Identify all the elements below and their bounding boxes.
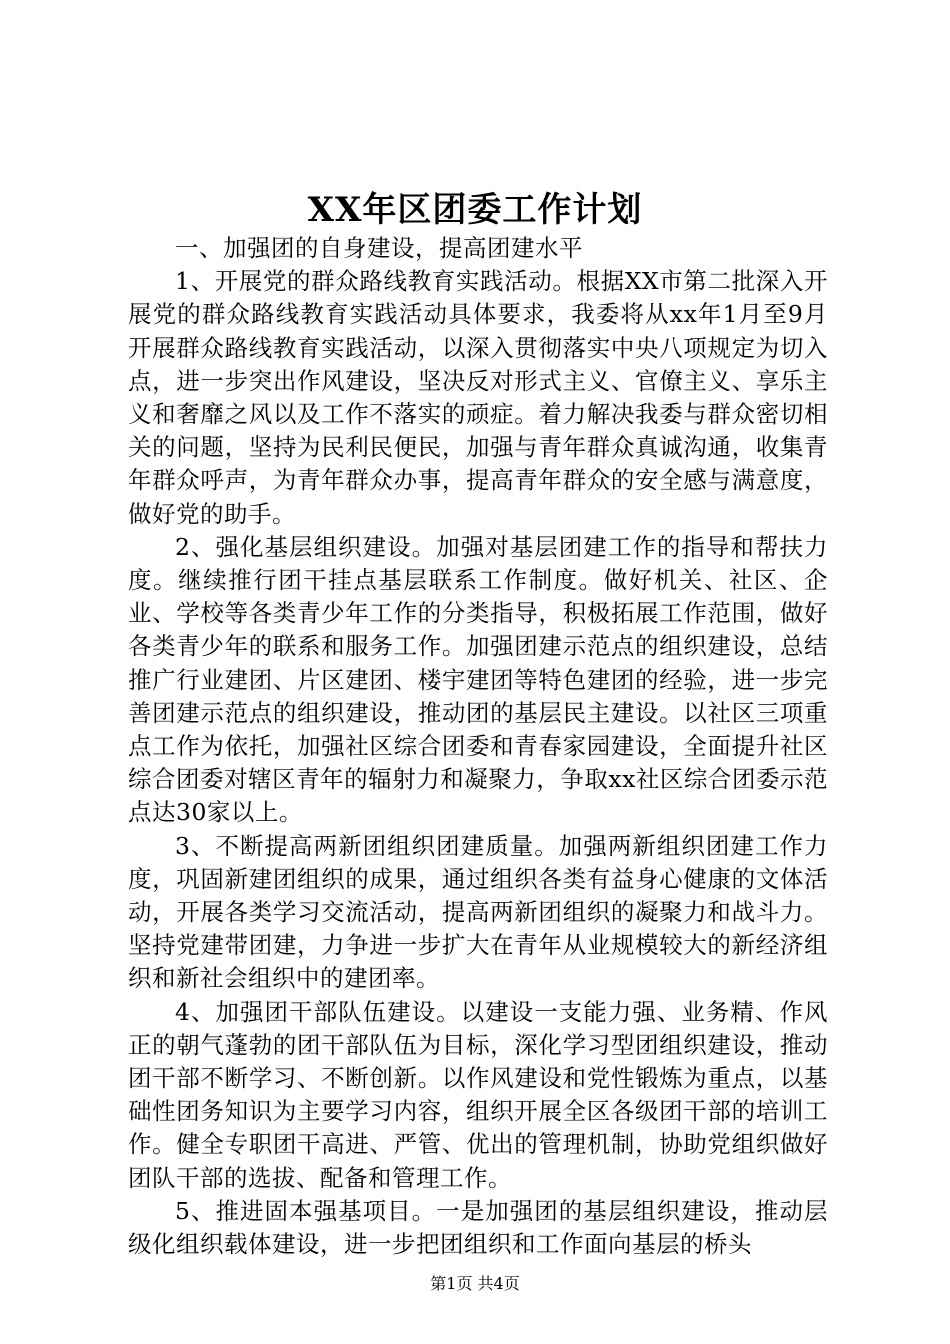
section-heading-1: 一、加强团的自身建设，提高团建水平 xyxy=(175,234,583,262)
paragraph-item-2: 2、强化基层组织建设。加强对基层团建工作的指导和帮扶力度。继续推行团干挂点基层联系工作制度。做好机关、社区、企业、学校等各类青少年工作的分类指导，积极拓展工作范围，做好各类青少年的联系和服务工作。加强团建示范点的组织建设，总结推广行业建团、片区建团、楼宇建团等特色建团的经验，进一步完善团建示范点的组织建设，推动团的基层民主建设。以社区三项重点工作为依托，加强社区综合团委和青春家园建设，全面提升社区综合团委对辖区青年的辐射力和凝聚力，争取xx社区综合团委示范点达30家以上。 xyxy=(128,532,828,827)
document-body xyxy=(128,232,828,1261)
paragraph-item-3: 3、不断提高两新团组织团建质量。加强两新组织团建工作力度，巩固新建团组织的成果，通过组织各类有益身心健康的文体活动，开展各类学习交流活动，提高两新团组织的凝聚力和战斗力。坚持党建带团建，力争进一步扩大在青年从业规模较大的新经济组织和新社会组织中的建团率。 xyxy=(128,831,828,993)
paragraph-item-5: 5、推进固本强基项目。一是加强团的基层组织建设，推动层级化组织载体建设，进一步把团组织和工作面向基层的桥头 xyxy=(128,1196,828,1259)
paragraph-item-4: 4、加强团干部队伍建设。以建设一支能力强、业务精、作风正的朝气蓬勃的团干部队伍为目标，深化学习型团组织建设，推动团干部不断学习、不断创新。以作风建设和党性锻炼为重点，以基础性团务知识为主要学习内容，组织开展全区各级团干部的培训工作。健全专职团干高进、严管、优出的管理机制，协助党组织做好团队干部的选拔、配备和管理工作。 xyxy=(128,997,828,1192)
page-number-footer: 第1页 共4页 xyxy=(430,1274,520,1293)
document-title: XX年区团委工作计划 xyxy=(307,190,643,230)
paragraph-item-1: 1、开展党的群众路线教育实践活动。根据XX市第二批深入开展党的群众路线教育实践活动具体要求，我委将从xx年1月至9月开展群众路线教育实践活动，以深入贯彻落实中央八项规定为切入点，进一步突出作风建设，坚决反对形式主义、官僚主义、享乐主义和奢靡之风以及工作不落实的顽症。着力解决我委与群众密切相关的问题，坚持为民利民便民，加强与青年群众真诚沟通，收集青年群众呼声，为青年群众办事，提高青年群众的安全感与满意度，做好党的助手。 xyxy=(128,267,828,528)
